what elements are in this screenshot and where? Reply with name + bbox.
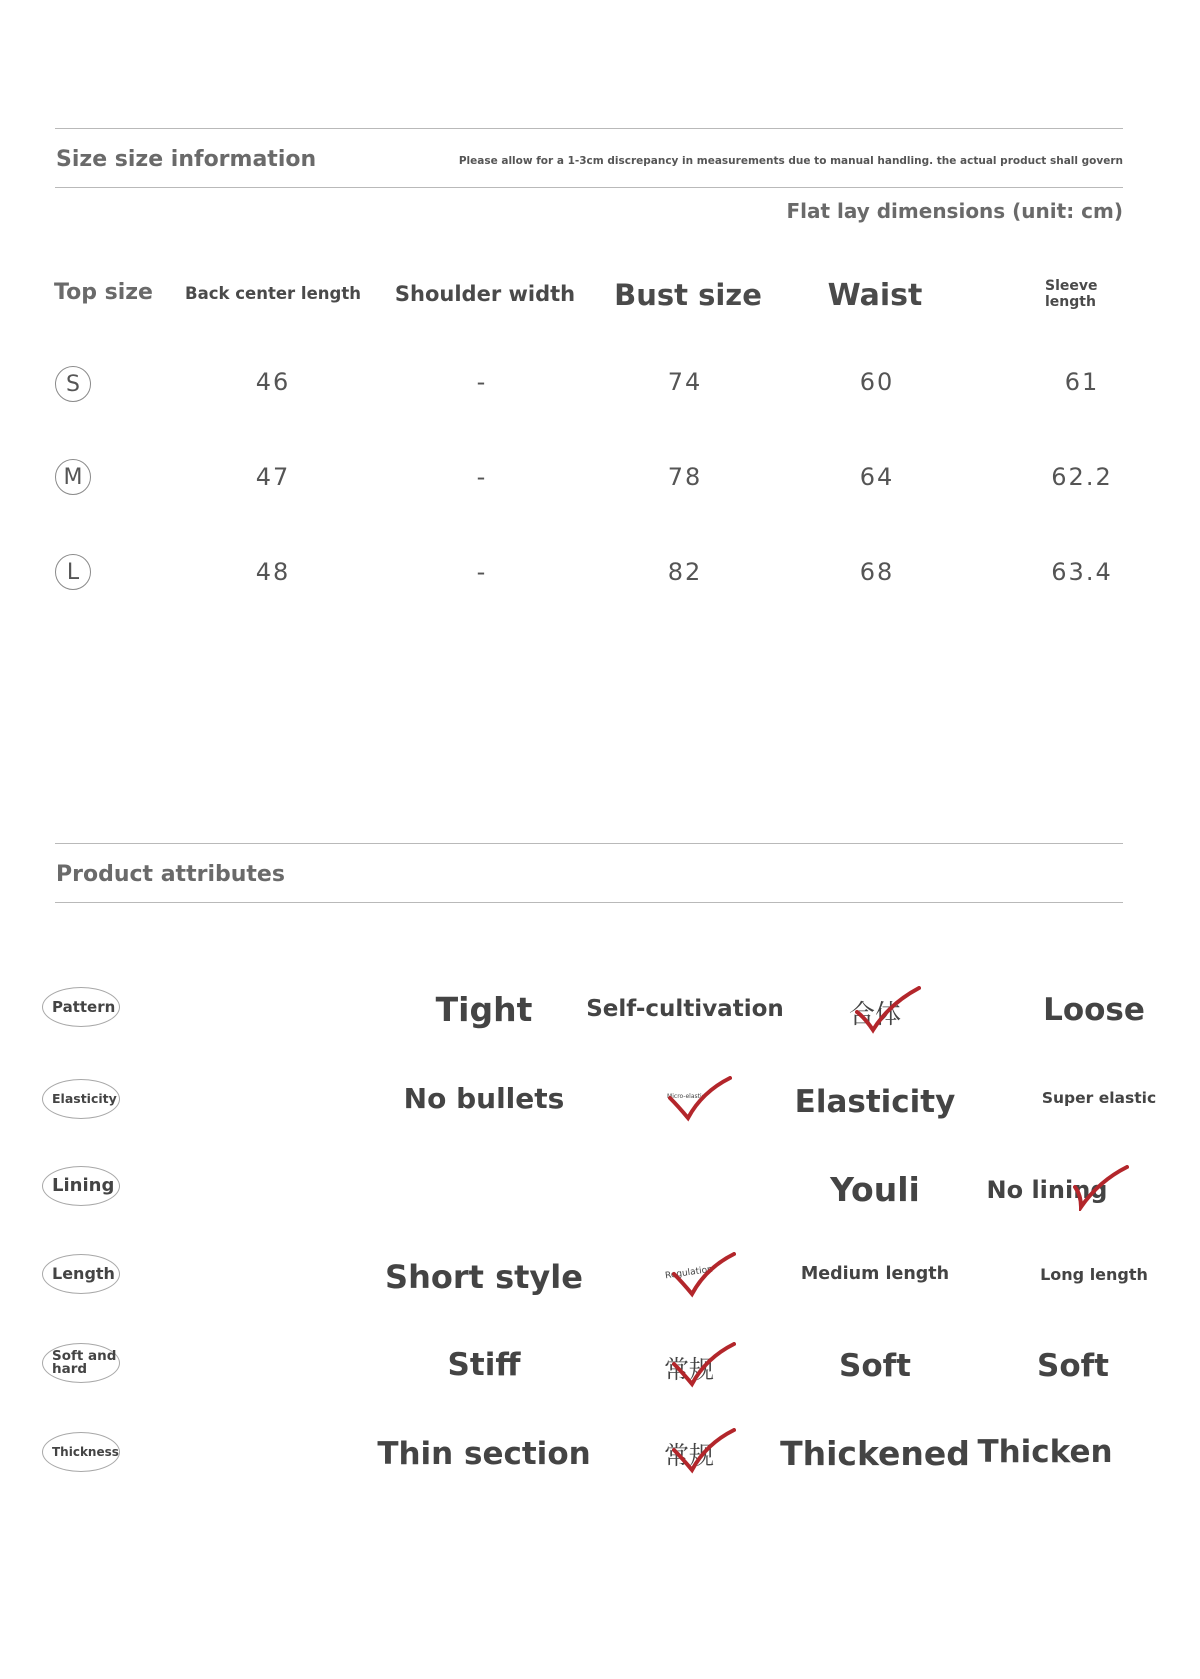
cell-waist: 64 [859, 463, 895, 491]
cell-waist: 60 [859, 368, 895, 396]
option-medium-length: Medium length [800, 1264, 950, 1284]
attributes-section-title: Product attributes [56, 862, 285, 887]
measurement-note: Please allow for a 1-3cm discrepancy in measurements due to manual handling. the actual product shall govern [458, 155, 1123, 167]
cell-bust-size: 78 [667, 463, 703, 491]
option-regular: 常规 [663, 1355, 715, 1384]
cell-waist: 68 [859, 558, 895, 586]
header-waist: Waist [827, 278, 923, 313]
option-thickened: Thickened [780, 1434, 970, 1473]
size-bottom-rule [55, 187, 1123, 188]
size-badge: S [55, 366, 91, 402]
option-soft: Soft [839, 1348, 911, 1384]
option-no-bullets: No bullets [403, 1082, 565, 1115]
option-youli: Youli [830, 1170, 920, 1209]
cell-bust-size: 82 [667, 558, 703, 586]
option-loose: Loose [1043, 992, 1145, 1028]
cell-sleeve-length: 62.2 [1051, 463, 1113, 491]
check-mark-icon [672, 1342, 736, 1388]
header-shoulder-width: Shoulder width [394, 282, 576, 306]
option-soft-2: Soft [1037, 1348, 1109, 1384]
cell-sleeve-length: 61 [1064, 368, 1100, 396]
option-thicken: Thicken [977, 1434, 1113, 1470]
option-fit: 合体 [848, 1000, 902, 1030]
size-top-rule [55, 128, 1123, 129]
header-sleeve-length: Sleeve length [1045, 278, 1098, 310]
option-stiff: Stiff [447, 1347, 521, 1383]
attributes-bottom-rule [55, 902, 1123, 903]
cell-back-center-length: 48 [255, 558, 291, 586]
header-back-center-length: Back center length [185, 284, 361, 303]
attribute-label-elasticity: Elasticity [42, 1079, 120, 1119]
attribute-label-lining: Lining [42, 1166, 120, 1206]
option-regular-2: 常规 [663, 1441, 715, 1470]
option-tight: Tight [435, 990, 533, 1029]
attribute-label-thickness: Thickness [42, 1432, 120, 1472]
cell-bust-size: 74 [667, 368, 703, 396]
size-section-title: Size size information [56, 147, 317, 172]
option-super-elastic: Super elastic [1041, 1089, 1157, 1107]
cell-shoulder-width: - [476, 463, 488, 491]
check-mark-icon [672, 1428, 736, 1474]
cell-shoulder-width: - [476, 368, 488, 396]
flat-lay-caption: Flat lay dimensions (unit: cm) [786, 199, 1123, 223]
option-no-lining: No lining [986, 1176, 1108, 1204]
cell-sleeve-length: 63.4 [1051, 558, 1113, 586]
size-badge: L [55, 554, 91, 590]
option-micro-elastic: Micro-elastic [667, 1093, 705, 1100]
header-bust-size: Bust size [614, 278, 762, 312]
size-badge: M [55, 459, 91, 495]
option-regulation: Regulation [664, 1264, 714, 1282]
option-short-style: Short style [385, 1258, 583, 1296]
cell-back-center-length: 46 [255, 368, 291, 396]
option-thin-section: Thin section [377, 1436, 591, 1472]
attribute-label-soft-and-hard: Soft and hard [42, 1343, 120, 1383]
check-mark-icon [672, 1252, 736, 1298]
cell-back-center-length: 47 [255, 463, 291, 491]
option-elasticity: Elasticity [794, 1084, 956, 1120]
option-self-cultivation: Self-cultivation [586, 996, 784, 1022]
header-top-size: Top size [54, 280, 153, 305]
check-mark-icon [1073, 1165, 1129, 1211]
cell-shoulder-width: - [476, 558, 488, 586]
check-mark-icon [668, 1076, 732, 1122]
attribute-label-length: Length [42, 1254, 120, 1294]
option-long-length: Long length [1040, 1265, 1148, 1284]
check-mark-icon [855, 986, 921, 1034]
attribute-label-pattern: Pattern [42, 987, 120, 1027]
attributes-top-rule [55, 843, 1123, 844]
